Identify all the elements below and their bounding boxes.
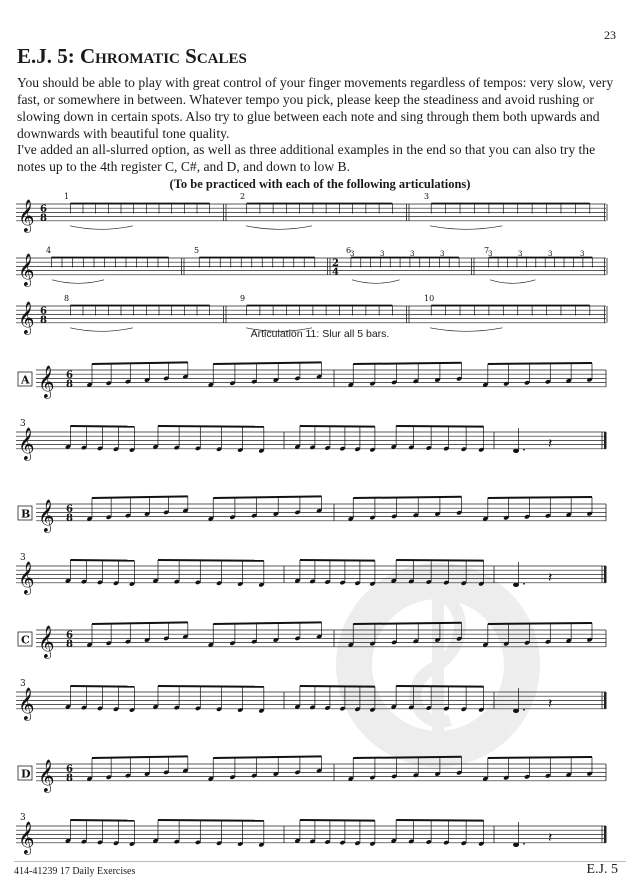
note-beam <box>70 426 134 427</box>
footer-section: E.J. 5 <box>586 862 618 877</box>
slur <box>70 328 133 332</box>
note-beam <box>158 820 264 821</box>
exercise-label: C <box>21 633 30 647</box>
footer-rule <box>14 861 626 862</box>
note-beam <box>396 560 484 561</box>
measure-number: 3 <box>424 192 430 201</box>
quarter-rest-icon: 𝄽 <box>548 569 553 586</box>
exercise-label: A <box>21 373 30 387</box>
note-beam <box>300 426 375 427</box>
final-barline <box>604 826 607 843</box>
section-title-prefix: E.J. 5: <box>17 44 80 68</box>
note-beam <box>70 820 134 821</box>
triplet-marker: 3 <box>350 250 355 258</box>
note-beam <box>158 560 264 561</box>
note-beam <box>353 623 461 624</box>
measure-number: 7 <box>484 246 490 255</box>
time-signature-top: 6 <box>66 629 73 641</box>
note-beam <box>158 426 264 427</box>
note-beam <box>213 756 321 758</box>
dot <box>523 843 525 845</box>
note-beam <box>488 497 592 498</box>
final-barline <box>604 566 607 583</box>
measure-number: 1 <box>64 192 70 201</box>
note-beam <box>353 757 461 758</box>
treble-clef-icon: 𝄞 <box>18 426 35 460</box>
note-beam <box>396 686 484 687</box>
time-signature-top: 6 <box>66 763 73 775</box>
treble-clef-icon: 𝄞 <box>38 624 55 658</box>
time-signature-bottom: 8 <box>66 512 73 524</box>
note-beam <box>353 497 461 498</box>
measure-number: 8 <box>64 294 70 303</box>
time-signature-top: 6 <box>40 203 47 215</box>
triplet-marker: 3 <box>580 250 585 258</box>
note-beam <box>213 496 321 498</box>
time-signature-top: 6 <box>66 503 73 515</box>
triplet-marker: 3 <box>20 813 26 823</box>
treble-clef-icon: 𝄞 <box>38 364 55 398</box>
time-signature-bottom: 8 <box>66 378 73 390</box>
exercise-label: B <box>21 507 31 521</box>
note-paragraph: I've added an all-slurred option, as well as three additional examples in the end so that you can also try the notes up to the 4th register C, C#, and D, and down to low B. <box>17 142 596 174</box>
slur <box>52 280 104 284</box>
triplet-marker: 3 <box>518 250 523 258</box>
slur <box>352 280 400 284</box>
time-signature-top: 6 <box>40 305 47 317</box>
triplet-marker: 3 <box>440 250 445 258</box>
treble-clef-icon: 𝄞 <box>18 686 35 720</box>
final-note-head <box>513 583 519 587</box>
quarter-rest-icon: 𝄽 <box>548 695 553 712</box>
note-beam <box>92 756 188 758</box>
note-beam <box>488 757 592 758</box>
measure-number: 5 <box>194 246 200 255</box>
note-beam <box>396 820 484 821</box>
triplet-marker: 3 <box>410 250 415 258</box>
time-signature-top: 6 <box>66 369 73 381</box>
note-beam <box>92 622 188 624</box>
dot <box>523 449 525 451</box>
slur <box>430 328 502 332</box>
triplet-marker: 3 <box>20 553 26 563</box>
triplet-marker: 3 <box>380 250 385 258</box>
watermark-logo <box>336 563 540 767</box>
note-beam <box>396 426 484 427</box>
treble-clef-icon: 𝄞 <box>18 198 35 232</box>
note-beam <box>70 560 134 561</box>
measure-number: 10 <box>424 294 435 303</box>
slur <box>246 226 312 230</box>
time-signature-top: 2 <box>332 257 339 269</box>
slur <box>490 280 535 284</box>
quarter-rest-icon: 𝄽 <box>548 435 553 452</box>
time-signature-bottom: 8 <box>66 772 73 784</box>
measure-number: 9 <box>240 294 246 303</box>
triplet-marker: 3 <box>488 250 493 258</box>
note-beam <box>488 623 592 624</box>
time-signature-bottom: 4 <box>332 266 339 278</box>
note-beam <box>92 496 188 498</box>
dot <box>523 709 525 711</box>
triplet-marker: 3 <box>548 250 553 258</box>
section-title-name: Chromatic Scales <box>80 44 247 68</box>
note-beam <box>488 363 592 364</box>
page-number: 23 <box>604 28 616 42</box>
measure-number: 6 <box>346 246 352 255</box>
slur <box>430 226 502 230</box>
note-beam <box>213 622 321 624</box>
final-barline <box>604 692 607 709</box>
triplet-marker: 3 <box>20 679 26 689</box>
final-note-head <box>513 843 519 847</box>
exercise-label: D <box>21 767 31 781</box>
footer-publication: 414-41239 17 Daily Exercises <box>14 866 136 877</box>
treble-clef-icon: 𝄞 <box>38 758 55 792</box>
note-beam <box>70 686 134 687</box>
treble-clef-icon: 𝄞 <box>18 252 35 286</box>
slur <box>246 328 312 332</box>
time-signature-bottom: 8 <box>40 212 47 224</box>
time-signature-bottom: 8 <box>40 314 47 326</box>
articulation-instruction: (To be practiced with each of the following articulations) <box>169 177 471 191</box>
treble-clef-icon: 𝄞 <box>18 560 35 594</box>
measure-number: 4 <box>46 246 52 255</box>
treble-clef-icon: 𝄞 <box>18 300 35 334</box>
final-note-head <box>513 449 519 453</box>
note-beam <box>213 362 321 364</box>
quarter-rest-icon: 𝄽 <box>548 829 553 846</box>
note-beam <box>158 686 264 687</box>
final-barline <box>604 432 607 449</box>
note-beam <box>300 560 375 561</box>
note-beam <box>300 686 375 687</box>
slur <box>70 226 133 230</box>
note-beam <box>353 363 461 364</box>
final-note-head <box>513 709 519 713</box>
articulation-11-label: Articulation 11: Slur all 5 bars. <box>250 328 390 340</box>
triplet-marker: 3 <box>20 419 26 429</box>
time-signature-bottom: 8 <box>66 638 73 650</box>
treble-clef-icon: 𝄞 <box>38 498 55 532</box>
measure-number: 2 <box>240 192 246 201</box>
treble-clef-icon: 𝄞 <box>18 820 35 854</box>
note-beam <box>92 362 188 364</box>
intro-paragraph: You should be able to play with great control of your finger movements regardless of tempos: very slow, very fast, or somewhere in between. Whatever tempo you pick, please keep the steadiness and avoid rushing or slowing down in certain spots. Also try to glue between each note and sing through them both upwards and downwards with beautiful tone quality. <box>17 75 614 141</box>
dot <box>523 583 525 585</box>
note-beam <box>300 820 375 821</box>
